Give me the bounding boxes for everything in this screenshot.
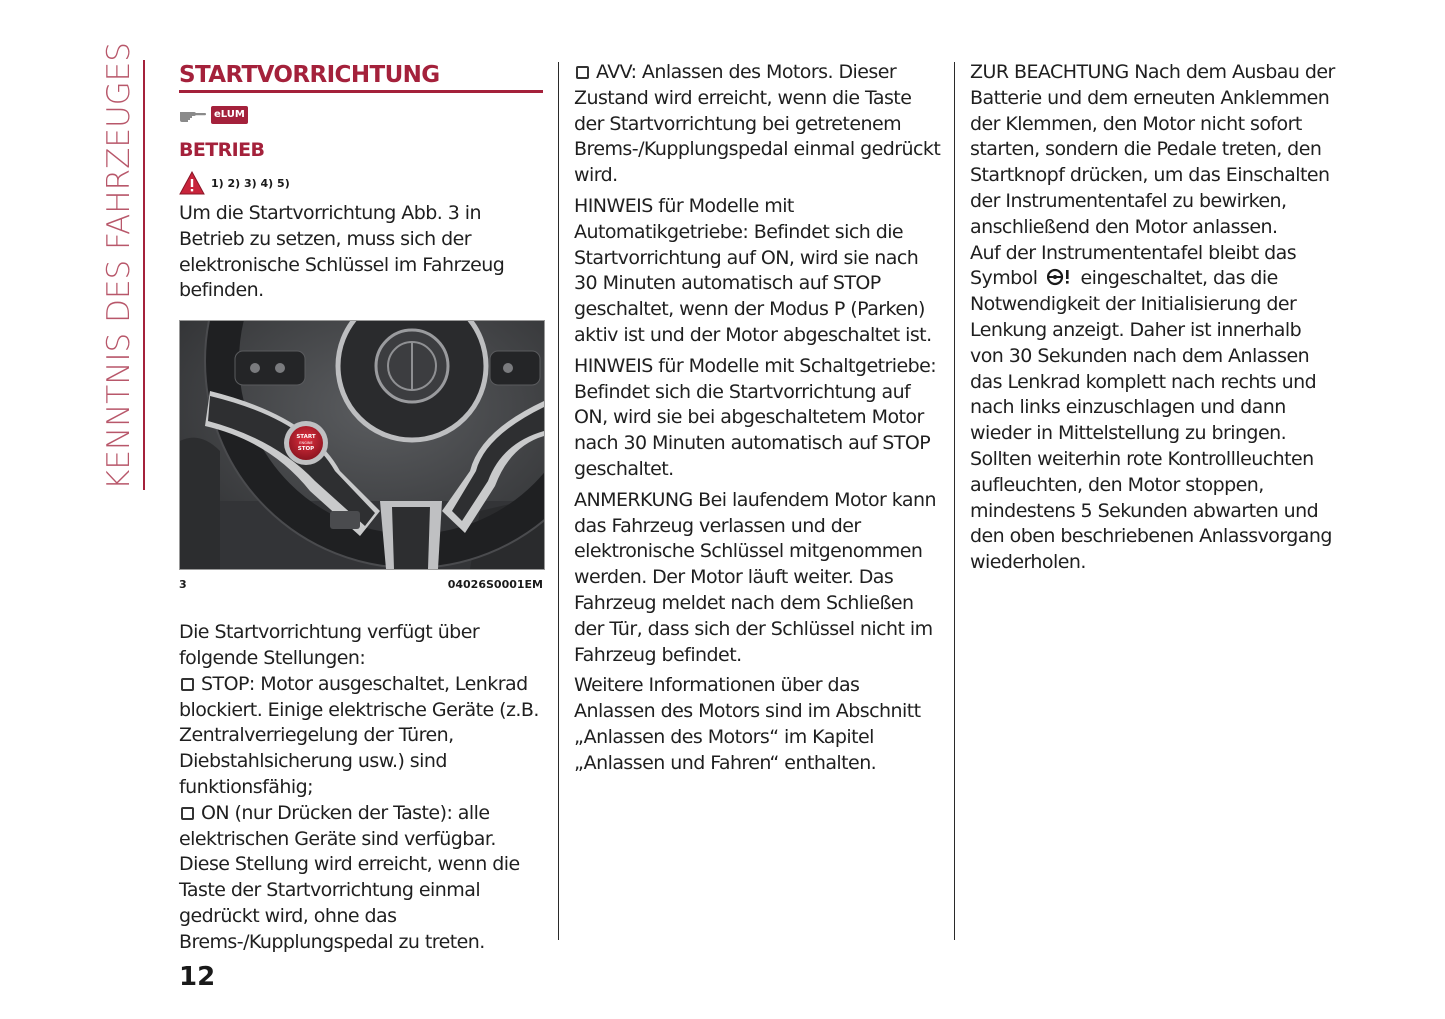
page-number: 12	[179, 962, 216, 992]
elum-badge: eLUM	[211, 106, 248, 124]
section-side-title	[101, 42, 145, 490]
on-item-text: ON (nur Drücken der Taste): alle elektrischen Geräte sind verfügbar. Diese Stellung wird erreicht, wenn die Taste der Startvorrichtung einmal gedrückt wird, ohne das Brems-/Kupplungspedal zu treten.	[179, 801, 520, 953]
symbol-text-after: eingeschaltet, das die Notwendigkeit der Initialisierung der Lenkung anzeigt. Daher ist innerhalb von 30 Sekunden nach dem Anlassen das Lenkrad komplett nach rechts und nach links einzuschlagen und dann wieder in Mittelstellung zu bringen. Sollten weiterhin rote Kontrollleuchten aufleuchten, den Motor stoppen, mindestens 5 Sekunden abwarten und den oben beschriebenen Anlassvorgang wiederholen.	[970, 267, 1332, 574]
warning-references: 1) 2) 3) 4) 5)	[211, 176, 290, 190]
figure-number: 3	[179, 578, 187, 592]
section-heading: STARTVORRICHTUNG	[179, 62, 543, 93]
subheading: BETRIEB	[179, 139, 265, 161]
symbol-paragraph	[970, 241, 1335, 576]
list-item-on	[179, 801, 543, 956]
checkbox-bullet-icon	[181, 678, 194, 691]
start-button-label-mid: ENGINE	[299, 441, 313, 446]
list-item-stop	[179, 672, 543, 801]
figure-caption	[179, 578, 543, 591]
column-1	[179, 60, 543, 956]
warning-triangle-icon	[179, 171, 205, 195]
steering-wheel-photo	[180, 321, 544, 569]
pointing-hand-icon	[179, 106, 207, 124]
start-button-label: START	[296, 434, 316, 441]
symbol-text-before: Auf der Instrumententafel bleibt das Symbol	[970, 241, 1297, 290]
warning-row	[179, 170, 543, 196]
note-manual: HINWEIS für Modelle mit Schaltgetriebe: Befindet sich die Startvorrichtung auf ON, wird sie bei abgeschaltetem Motor nach 30 Minuten automatisch auf STOP geschaltet.	[574, 354, 937, 480]
figure-code: 04026S0001EM	[447, 578, 543, 592]
avv-item-text: AVV: Anlassen des Motors. Dieser Zustand wird erreicht, wenn die Taste der Startvorrichtung bei getretenem Brems-/Kupplungspedal einmal gedrückt wird.	[574, 61, 941, 187]
checkbox-bullet-icon	[576, 66, 589, 79]
figure-steering-wheel	[179, 320, 545, 570]
further-info: Weitere Informationen über das Anlassen des Motors sind im Abschnitt „Anlassen des Motors“ im Kapitel „Anlassen und Fahren“ enthalten.	[574, 674, 921, 774]
steering-warning-icon	[1047, 268, 1071, 286]
list-item-avv	[574, 60, 942, 189]
column-3	[970, 60, 1335, 576]
column-divider	[954, 62, 955, 940]
checkbox-bullet-icon	[181, 807, 194, 820]
stop-item-text: STOP: Motor ausgeschaltet, Lenkrad blockiert. Einige elektrische Geräte (z.B. Zentralverriegelung der Türen, Diebstahlsicherung usw.) sind funktionsfähig;	[179, 672, 539, 798]
column-2	[574, 60, 942, 777]
icon-row	[179, 103, 543, 127]
column-divider	[558, 62, 559, 940]
remark-engine-running: ANMERKUNG Bei laufendem Motor kann das Fahrzeug verlassen und der elektronische Schlüssel mitgenommen werden. Der Motor läuft weiter. Das Fahrzeug meldet nach dem Schließen der Tür, dass sich der Schlüssel nicht im Fahrzeug befindet.	[574, 488, 937, 666]
side-title-text: KENNTNIS DES FAHRZEUGES	[101, 42, 137, 490]
note-automatic: HINWEIS für Modelle mit Automatikgetriebe: Befindet sich die Startvorrichtung auf ON, wird sie nach 30 Minuten automatisch auf STOP geschaltet, wenn der Modus P (Parken) aktiv ist und der Motor abgeschaltet ist.	[574, 194, 932, 346]
attention-paragraph: ZUR BEACHTUNG Nach dem Ausbau der Batterie und dem erneuten Anklemmen der Klemmen, den Motor nicht sofort starten, sondern die Pedale treten, den Startknopf drücken, um das Einschalten der Instrumententafel zu bewirken, anschließend den Motor anlassen.	[970, 61, 1335, 238]
positions-intro: Die Startvorrichtung verfügt über folgende Stellungen:	[179, 621, 480, 669]
start-button-label-bottom: STOP	[297, 446, 315, 453]
intro-paragraph: Um die Startvorrichtung Abb. 3 in Betrieb zu setzen, muss sich der elektronische Schlüssel im Fahrzeug befinden.	[179, 202, 505, 302]
